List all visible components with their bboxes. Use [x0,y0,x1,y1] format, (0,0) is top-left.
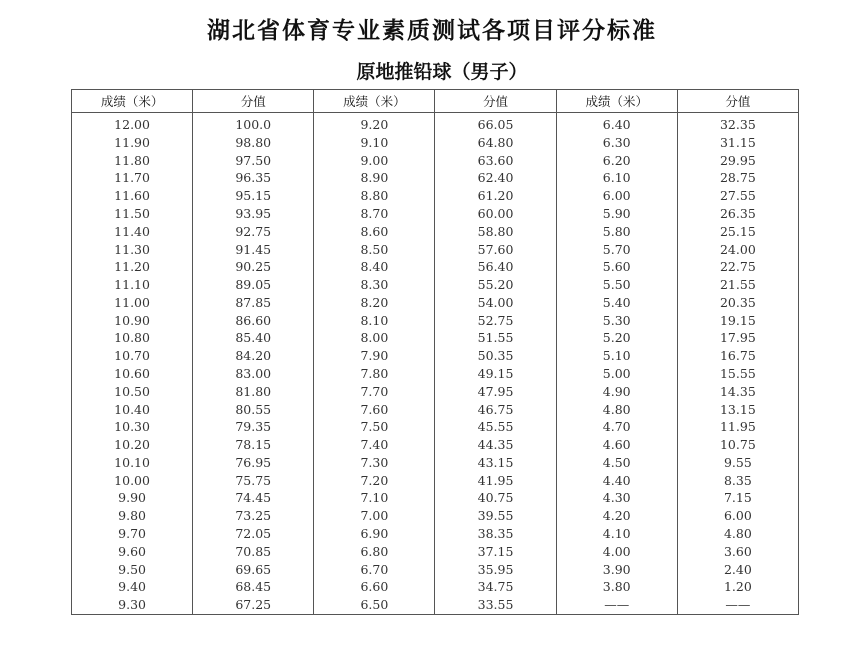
table-cell: 87.85 [193,294,314,312]
table-cell: 16.75 [677,347,798,365]
table-header [72,90,799,113]
table-cell: 51.55 [435,329,556,347]
table-row [72,507,799,525]
table-cell: 39.55 [435,507,556,525]
table-cell: 54.00 [435,294,556,312]
table-cell: 69.65 [193,561,314,579]
table-row [72,525,799,543]
table-cell: 8.00 [314,329,435,347]
table-cell: 3.90 [556,561,677,579]
table-cell: 44.35 [435,436,556,454]
table-row [72,472,799,490]
table-cell: 90.25 [193,258,314,276]
table-cell: 32.35 [677,113,798,134]
table-cell: 8.60 [314,223,435,241]
table-cell: 10.60 [72,365,193,383]
scoring-table [71,89,799,615]
table-cell: 79.35 [193,418,314,436]
table-row [72,312,799,330]
table-row [72,578,799,596]
table-cell: 20.35 [677,294,798,312]
table-cell: 38.35 [435,525,556,543]
table-cell: 11.40 [72,223,193,241]
table-cell: 13.15 [677,401,798,419]
table-cell: 5.60 [556,258,677,276]
table-cell: 10.75 [677,436,798,454]
table-cell: 11.90 [72,134,193,152]
table-cell: 2.40 [677,561,798,579]
table-cell: 9.70 [72,525,193,543]
table-cell: 7.80 [314,365,435,383]
table-row [72,596,799,614]
table-cell: 4.70 [556,418,677,436]
table-row [72,561,799,579]
table-cell: 9.10 [314,134,435,152]
table-cell: 11.10 [72,276,193,294]
table-cell: 11.20 [72,258,193,276]
column-header: 成绩（米） [72,90,193,113]
table-row [72,152,799,170]
table-row [72,383,799,401]
table-cell: 9.00 [314,152,435,170]
table-cell: 26.35 [677,205,798,223]
table-row [72,258,799,276]
table-cell: 6.00 [677,507,798,525]
table-cell: 5.20 [556,329,677,347]
table-row [72,240,799,258]
table-cell: 50.35 [435,347,556,365]
table-cell: 37.15 [435,543,556,561]
table-cell: 4.60 [556,436,677,454]
table-cell: 11.00 [72,294,193,312]
table-cell: 31.15 [677,134,798,152]
table-row [72,294,799,312]
table-cell: 84.20 [193,347,314,365]
table-cell: 6.70 [314,561,435,579]
table-cell: 8.70 [314,205,435,223]
table-row [72,187,799,205]
table-cell: 8.90 [314,169,435,187]
table-cell: 60.00 [435,205,556,223]
table-row [72,134,799,152]
table-cell: 11.50 [72,205,193,223]
table-cell: 4.10 [556,525,677,543]
table-cell: 7.30 [314,454,435,472]
table-cell: 25.15 [677,223,798,241]
table-cell: 6.00 [556,187,677,205]
table-cell: 10.90 [72,312,193,330]
table-cell: 83.00 [193,365,314,383]
table-cell: 33.55 [435,596,556,614]
table-cell: 5.70 [556,240,677,258]
table-cell: 40.75 [435,489,556,507]
table-cell: 62.40 [435,169,556,187]
table-cell: 74.45 [193,489,314,507]
table-cell: 73.25 [193,507,314,525]
table-cell: 5.30 [556,312,677,330]
table-cell: 5.40 [556,294,677,312]
table-cell: 61.20 [435,187,556,205]
table-cell: 80.55 [193,401,314,419]
table-cell: 89.05 [193,276,314,294]
table-cell: 4.80 [677,525,798,543]
table-cell: 96.35 [193,169,314,187]
table-cell: 55.20 [435,276,556,294]
table-cell: 7.15 [677,489,798,507]
table-cell: 47.95 [435,383,556,401]
table-cell: 7.50 [314,418,435,436]
table-cell: 4.50 [556,454,677,472]
table-cell: 1.20 [677,578,798,596]
table-body [72,113,799,615]
table-cell: 24.00 [677,240,798,258]
table-cell: 7.90 [314,347,435,365]
table-row [72,543,799,561]
table-cell: 81.80 [193,383,314,401]
table-cell: 10.80 [72,329,193,347]
table-cell: 6.30 [556,134,677,152]
table-cell: 11.30 [72,240,193,258]
table-cell: 7.70 [314,383,435,401]
table-cell: 9.80 [72,507,193,525]
table-cell: 45.55 [435,418,556,436]
column-header: 分值 [677,90,798,113]
column-header: 分值 [435,90,556,113]
table-row [72,401,799,419]
table-cell: 14.35 [677,383,798,401]
table-cell: 10.50 [72,383,193,401]
table-cell: 35.95 [435,561,556,579]
table-cell: 27.55 [677,187,798,205]
table-cell: 3.80 [556,578,677,596]
table-cell: 56.40 [435,258,556,276]
table-cell: 8.30 [314,276,435,294]
table-cell: 6.50 [314,596,435,614]
table-cell: 4.00 [556,543,677,561]
table-cell: 9.90 [72,489,193,507]
table-cell: 11.60 [72,187,193,205]
table-cell: 7.40 [314,436,435,454]
table-cell: 7.60 [314,401,435,419]
page-subtitle: 原地推铅球（男子） [356,61,528,83]
table-cell: 6.40 [556,113,677,134]
table-row [72,205,799,223]
table-cell: 8.10 [314,312,435,330]
table-cell: 5.00 [556,365,677,383]
table-cell: 28.75 [677,169,798,187]
table-cell: 10.30 [72,418,193,436]
table-cell: 8.40 [314,258,435,276]
table-cell: 7.10 [314,489,435,507]
table-cell: 4.20 [556,507,677,525]
table-row [72,329,799,347]
table-cell: 75.75 [193,472,314,490]
table-cell: 72.05 [193,525,314,543]
table-cell: 86.60 [193,312,314,330]
table-cell: 11.80 [72,152,193,170]
table-cell: 4.30 [556,489,677,507]
table-cell: —— [677,596,798,614]
table-row [72,169,799,187]
table-cell: 21.55 [677,276,798,294]
table-cell: 5.80 [556,223,677,241]
table-row [72,365,799,383]
table-cell: 7.20 [314,472,435,490]
table-cell: 6.90 [314,525,435,543]
table-cell: 64.80 [435,134,556,152]
table-cell: 6.10 [556,169,677,187]
table-row [72,276,799,294]
table-cell: 19.15 [677,312,798,330]
table-cell: —— [556,596,677,614]
table-cell: 7.00 [314,507,435,525]
table-cell: 52.75 [435,312,556,330]
table-cell: 63.60 [435,152,556,170]
table-cell: 15.55 [677,365,798,383]
table-cell: 97.50 [193,152,314,170]
table-cell: 5.50 [556,276,677,294]
table-cell: 6.20 [556,152,677,170]
table-row [72,418,799,436]
column-header: 分值 [193,90,314,113]
table-cell: 10.20 [72,436,193,454]
table-cell: 5.90 [556,205,677,223]
table-cell: 76.95 [193,454,314,472]
table-cell: 95.15 [193,187,314,205]
table-cell: 11.70 [72,169,193,187]
table-cell: 66.05 [435,113,556,134]
table-cell: 67.25 [193,596,314,614]
table-cell: 12.00 [72,113,193,134]
table-row [72,223,799,241]
table-cell: 22.75 [677,258,798,276]
table-row [72,489,799,507]
table-cell: 41.95 [435,472,556,490]
table-cell: 9.55 [677,454,798,472]
table-cell: 43.15 [435,454,556,472]
table-cell: 70.85 [193,543,314,561]
table-cell: 85.40 [193,329,314,347]
table-cell: 98.80 [193,134,314,152]
table-cell: 4.40 [556,472,677,490]
table-cell: 78.15 [193,436,314,454]
table-cell: 10.40 [72,401,193,419]
table-cell: 9.50 [72,561,193,579]
page-title: 湖北省体育专业素质测试各项目评分标准 [207,18,657,44]
table-cell: 49.15 [435,365,556,383]
table-row [72,113,799,134]
column-header: 成绩（米） [556,90,677,113]
table-cell: 9.20 [314,113,435,134]
table-cell: 10.00 [72,472,193,490]
table-row [72,347,799,365]
table-cell: 92.75 [193,223,314,241]
header-row [72,90,799,113]
table-cell: 10.10 [72,454,193,472]
table-cell: 29.95 [677,152,798,170]
table-cell: 46.75 [435,401,556,419]
table-cell: 9.30 [72,596,193,614]
table-cell: 100.0 [193,113,314,134]
table-cell: 34.75 [435,578,556,596]
table-cell: 93.95 [193,205,314,223]
table-cell: 58.80 [435,223,556,241]
table-cell: 17.95 [677,329,798,347]
table-cell: 11.95 [677,418,798,436]
table-cell: 4.90 [556,383,677,401]
table-cell: 8.80 [314,187,435,205]
table-cell: 9.40 [72,578,193,596]
table-cell: 8.50 [314,240,435,258]
table-cell: 5.10 [556,347,677,365]
table-cell: 3.60 [677,543,798,561]
table-row [72,454,799,472]
table-cell: 6.60 [314,578,435,596]
table-cell: 10.70 [72,347,193,365]
table-row [72,436,799,454]
table-cell: 57.60 [435,240,556,258]
table-cell: 8.35 [677,472,798,490]
table-cell: 91.45 [193,240,314,258]
table-cell: 4.80 [556,401,677,419]
column-header: 成绩（米） [314,90,435,113]
table-cell: 6.80 [314,543,435,561]
table-cell: 9.60 [72,543,193,561]
table-cell: 68.45 [193,578,314,596]
table-cell: 8.20 [314,294,435,312]
